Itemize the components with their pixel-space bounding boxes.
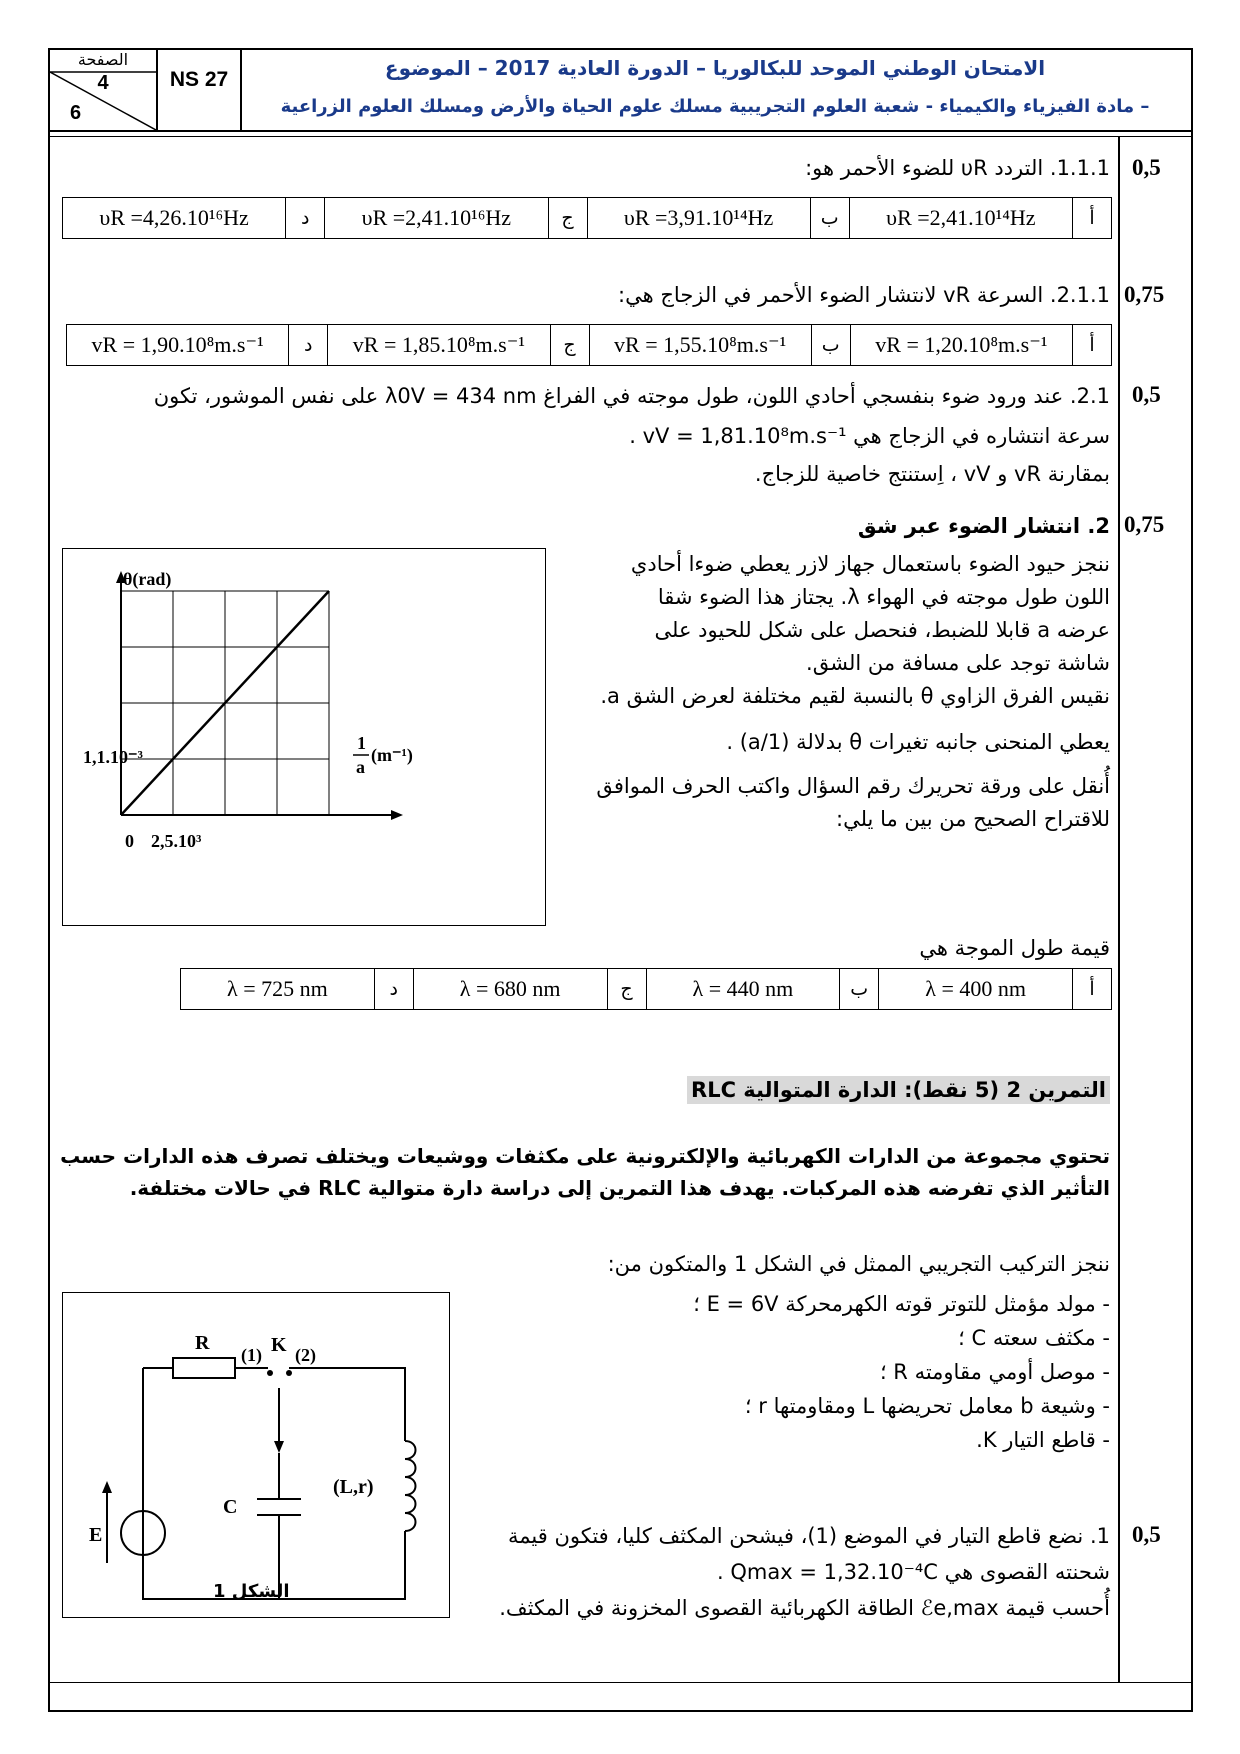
page-total: 6 (70, 102, 82, 124)
q111-option-a: υR =2,41.10¹⁴Hz (849, 198, 1072, 239)
y-tick-label: 1,1.10⁻³ (83, 747, 143, 767)
score-q2: 0,75 (1124, 512, 1165, 537)
q211-option-d: vR = 1,90.10⁸m.s⁻¹ (67, 325, 289, 366)
q2-line-4: شاشة توجد على مسافة من الشق. (806, 651, 1110, 675)
page-number: 4 (97, 72, 109, 94)
score-q211: 0,75 (1124, 282, 1165, 307)
q2-line-7: أُنقل على ورقة تحريرك رقم السؤال واكتب الحرف الموافق (596, 774, 1110, 798)
theta-graph (63, 549, 543, 923)
score-q21: 0,5 (1132, 382, 1161, 407)
q2-option-a: λ = 400 nm (879, 969, 1073, 1010)
score-q111: 0,5 (1132, 155, 1161, 180)
x-axis-arrow (391, 810, 403, 820)
component-resistor: - موصل أومي مقاومته R ؛ (879, 1360, 1110, 1384)
label-K: K (271, 1334, 287, 1356)
header-bottom-line-2 (48, 136, 1193, 137)
q111-option-d: υR =4,26.10¹⁶Hz (63, 198, 286, 239)
q2-options (180, 968, 1112, 1010)
component-switch: - قاطع التيار K. (976, 1428, 1110, 1452)
y-axis-label: θ(rad) (123, 569, 172, 589)
bottom-line (50, 1682, 1191, 1683)
q111-letter-a: أ (1073, 198, 1112, 239)
component-capacitor: - مكثف سعته C ؛ (958, 1326, 1110, 1350)
switch-arrow (274, 1441, 284, 1453)
q2-letter-d: د (374, 969, 413, 1010)
ex2-intro-1: تحتوي مجموعة من الدارات الكهربائية والإلكترونية على مكثفات ووشيعات ويختلف تصرف هذه الدارات حسب (60, 1144, 1110, 1168)
figure-caption: الشكل 1 (213, 1581, 290, 1602)
label-pos2: (2) (295, 1345, 316, 1365)
x-tick-label: 2,5.10³ (151, 831, 202, 851)
q211-option-a: vR = 1,20.10⁸m.s⁻¹ (850, 325, 1072, 366)
rlc-circuit-diagram (63, 1293, 447, 1615)
q2-line-6: يعطي المنحنى جانبه تغيرات θ بدلالة (1/a) . (726, 730, 1110, 754)
score-column-line (1118, 137, 1120, 1682)
exam-code: NS 27 (169, 68, 229, 91)
q111-letter-d: د (286, 198, 325, 239)
ex2-intro-2: التأثير الذي تفرضه هذه المركبات. يهدف هذا التمرين إلى دراسة دارة متوالية RLC في حالات مختلفة. (129, 1176, 1110, 1200)
q2-line-3: عرضه a قابلا للضبط، فنحصل على شكل للحيود على (654, 618, 1110, 642)
q2-letter-b: ب (840, 969, 879, 1010)
component-generator: - مولد مؤمثل للتوتر قوته الكهرمحركة E = 6V ؛ (693, 1292, 1110, 1316)
x-label-unit: (m⁻¹) (371, 745, 413, 765)
x-label-denominator: a (356, 757, 365, 777)
wire-top-right (289, 1368, 405, 1441)
q111-text: 1.1.1. التردد υR للضوء الأحمر هو: (805, 156, 1110, 180)
resistor (173, 1358, 235, 1378)
q2-option-c: λ = 680 nm (413, 969, 607, 1010)
page-label: الصفحة (77, 50, 129, 69)
q111-option-c: υR =2,41.10¹⁶Hz (325, 198, 548, 239)
q2-letter-a: أ (1073, 969, 1112, 1010)
q2-letter-c: ج (607, 969, 646, 1010)
emf-arrowhead (102, 1481, 112, 1493)
q111-options (62, 197, 1112, 239)
label-pos1: (1) (241, 1345, 262, 1365)
q211-letter-a: أ (1073, 325, 1112, 366)
graph-box (62, 548, 546, 926)
header-separator (240, 50, 242, 130)
q211-letter-b: ب (811, 325, 850, 366)
q2-line-2: اللون طول موجته في الهواء λ. يجتاز هذا الضوء شقا (657, 585, 1110, 609)
ex2-q1-line3: أُحسب قيمة ℰe,max الطاقة الكهربائية القصوى المخزونة في المكثف. (499, 1596, 1110, 1620)
ex2-q1-line1: 1. نضع قاطع التيار في الموضع (1)، فيشحن المكثف كليا، فتكون قيمة (508, 1524, 1110, 1548)
switch-contact-1 (267, 1370, 273, 1376)
q211-option-c: vR = 1,85.10⁸m.s⁻¹ (328, 325, 550, 366)
q2-option-d: λ = 725 nm (181, 969, 375, 1010)
q2-lines (596, 552, 1110, 840)
q211-letter-c: ج (550, 325, 589, 366)
label-Lr: (L,r) (333, 1476, 374, 1498)
q21-line2: سرعة انتشاره في الزجاج هي vV = 1,81.10⁸m.s⁻¹ . (629, 424, 1110, 448)
components-list (693, 1292, 1110, 1462)
q111-letter-c: ج (548, 198, 587, 239)
q211-option-b: vR = 1,55.10⁸m.s⁻¹ (589, 325, 811, 366)
lambda-label: قيمة طول الموجة هي (919, 936, 1110, 960)
switch-contact-2 (286, 1370, 292, 1376)
ex2-setup: ننجز التركيب التجريبي الممثل في الشكل 1 والمتكون من: (607, 1252, 1110, 1276)
q21-line3: بمقارنة vR و vV ، اِستنتج خاصية للزجاج. (754, 462, 1110, 486)
page-number-box (50, 50, 158, 130)
ex2-q1-line2: شحنته القصوى هي Qmax = 1,32.10⁻⁴C . (717, 1560, 1110, 1584)
q111-letter-b: ب (810, 198, 849, 239)
q211-letter-d: د (289, 325, 328, 366)
label-E: E (89, 1524, 103, 1546)
q2-line-8: للاقتراح الصحيح من بين ما يلي: (836, 807, 1110, 831)
inductor-coil (405, 1441, 416, 1531)
origin-label: 0 (125, 831, 134, 851)
q2-line-5: نقيس الفرق الزاوي θ بالنسبة لقيم مختلفة لعرض الشق a. (600, 684, 1110, 708)
header-bottom-line (48, 130, 1193, 132)
label-R: R (195, 1332, 210, 1354)
x-label-numerator: 1 (357, 733, 366, 753)
q211-options (66, 324, 1112, 366)
label-C: C (223, 1496, 238, 1518)
q2-line-1: ننجز حيود الضوء باستعمال جهاز لازر يعطي ضوءا أحادي (630, 552, 1110, 576)
score-ex2-q1: 0,5 (1132, 1522, 1161, 1547)
header-title-2: – مادة الفيزياء والكيمياء - شعبة العلوم التجريبية مسلك علوم الحياة والأرض ومسلك العلوم الزراعية (280, 96, 1150, 117)
ex2-title: التمرين 2 (5 نقط): الدارة المتوالية RLC (687, 1076, 1110, 1104)
q211-text: 2.1.1. السرعة vR لانتشار الضوء الأحمر في الزجاج هي: (618, 283, 1110, 307)
q111-option-b: υR =3,91.10¹⁴Hz (587, 198, 810, 239)
q21-line1: 2.1. عند ورود ضوء بنفسجي أحادي اللون، طول موجته في الفراغ λ0V = 434 nm على نفس الموشور، تكون (153, 384, 1110, 408)
header-title-1: الامتحان الوطني الموحد للبكالوريا – الدورة العادية 2017 – الموضوع (384, 56, 1046, 80)
circuit-box (62, 1292, 450, 1618)
q2-option-b: λ = 440 nm (646, 969, 840, 1010)
q2-title: 2. انتشار الضوء عبر شق (857, 514, 1110, 538)
component-coil: - وشيعة b معامل تحريضها L ومقاومتها r ؛ (744, 1394, 1110, 1418)
